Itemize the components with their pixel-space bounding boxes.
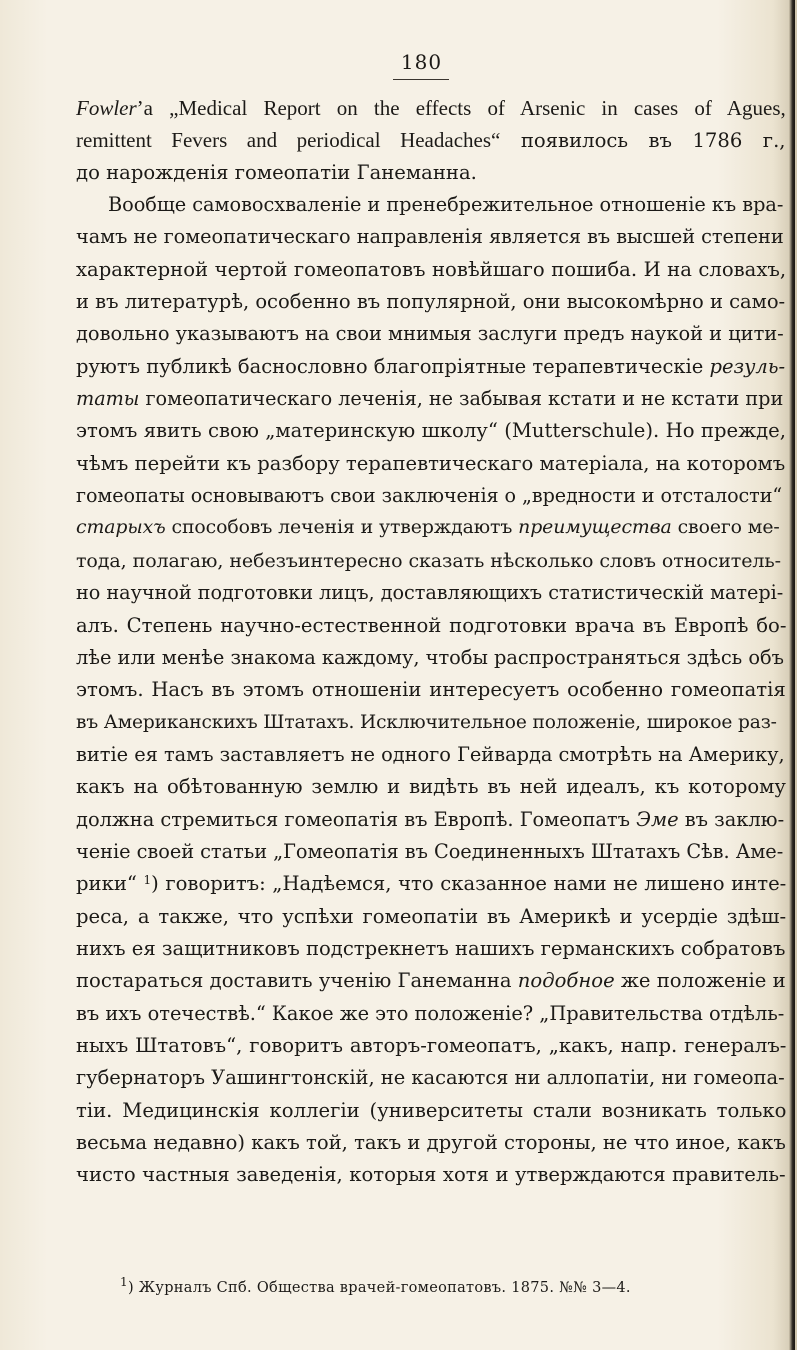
text-segment: „Medical Report on the effects of Arsenic in cases of Agues, <box>169 96 786 120</box>
text-line <box>76 383 786 415</box>
text-segment: алъ. Степень научно-естественной подготовки врача въ Европѣ бо- <box>76 613 787 637</box>
text-segment: въ ихъ отечествѣ.“ Какое же это положеніе? „Правительства отдѣль- <box>76 1001 785 1025</box>
text-line <box>76 610 786 642</box>
text-segment: своего ме- <box>671 517 780 539</box>
text-segment: весьма недавно) какъ той, такъ и другой стороны, не что иное, какъ <box>76 1131 786 1154</box>
text-segment: рики“ <box>76 872 144 896</box>
text-line <box>76 674 786 706</box>
text-segment: чамъ не гомеопатическаго направленія является въ высшей степени <box>76 225 784 249</box>
text-line <box>76 1062 786 1094</box>
text-line <box>76 1095 786 1127</box>
text-segment: гомеопаты основываютъ свои заключенія о „вредности и отсталости“ <box>76 484 783 508</box>
text-segment: гомеопатическаго леченія, не забывая кстати и не кстати при <box>139 387 784 411</box>
text-segment: должна стремиться гомеопатія въ Европѣ. Гомеопатъ <box>76 807 637 831</box>
text-line <box>76 836 786 868</box>
emphasized-text: подобное <box>517 969 615 993</box>
text-line <box>76 318 786 350</box>
text-line <box>76 124 786 156</box>
footnote-ref: 1 <box>143 873 152 888</box>
text-segment: способовъ леченія и утверждаютъ <box>165 517 519 539</box>
text-segment: же положеніе и <box>614 969 786 993</box>
text-segment: и въ литературѣ, особенно въ популярной, они высокомѣрно и само- <box>76 290 786 314</box>
emphasized-text: старыхъ <box>76 517 166 539</box>
text-segment: ныхъ Штатовъ“, говоритъ авторъ-гомеопатъ, „какъ, напр. генералъ- <box>76 1033 787 1057</box>
text-segment: Вообще самовосхваленіе и пренебрежительное отношеніе къ вра- <box>108 193 784 217</box>
text-line <box>76 901 786 933</box>
text-segment: въ Американскихъ Штатахъ. Исключительное положеніе, широкое раз- <box>76 711 777 733</box>
text-line <box>76 545 786 577</box>
emphasized-text: преимущества <box>518 517 672 539</box>
text-line <box>76 415 786 447</box>
emphasized-text: таты <box>76 387 140 411</box>
text-segment: въ заклю- <box>678 807 785 831</box>
text-segment: чѣмъ перейти къ разбору терапевтическаго матеріала, на которомъ <box>76 451 786 475</box>
text-line <box>76 998 786 1030</box>
text-line <box>76 221 786 253</box>
text-segment: ’a <box>136 96 170 120</box>
text-line <box>76 707 786 739</box>
text-line <box>76 577 786 609</box>
text-line <box>76 92 786 124</box>
text-segment: до нарожденія гомеопатіи Ганеманна. <box>76 160 477 184</box>
text-segment: но научной подготовки лицъ, доставляющихъ статистическій матері- <box>76 581 784 605</box>
emphasized-text: Fowler <box>76 96 137 120</box>
text-segment: довольно указываютъ на свои мнимыя заслуги предъ наукой и цити- <box>76 322 784 346</box>
footnote-text: ) Журналъ Спб. Общества врачей-гомеопатовъ. 1875. №№ 3—4. <box>127 1280 631 1296</box>
text-line <box>76 965 786 997</box>
text-segment: ) говоритъ: „Надѣемся, что сказанное нами не лишено инте- <box>151 872 787 896</box>
text-segment: тода, полагаю, небезъинтересно сказать нѣсколько словъ относитель- <box>76 549 782 572</box>
text-line <box>76 512 786 544</box>
text-segment: remittent Fevers and periodical Headaches“ <box>76 128 501 153</box>
text-segment: какъ на обѣтованную землю и видѣть въ ней идеалъ, къ которому <box>76 775 786 799</box>
footnote-marker: 1 <box>120 1275 128 1289</box>
text-segment: губернаторъ Уашингтонскій, не касаются ни аллопатіи, ни гомеопа- <box>76 1066 785 1090</box>
text-line <box>76 642 786 674</box>
text-line <box>76 448 786 480</box>
text-segment: реса, а также, что успѣхи гомеопатіи въ Америкѣ и усердіе здѣш- <box>76 904 787 928</box>
text-segment: витіе ея тамъ заставляетъ не одного Гейварда смотрѣть на Америку, <box>76 742 785 766</box>
text-segment: ченіе своей статьи „Гомеопатія въ Соединенныхъ Штатахъ Сѣв. Аме- <box>76 839 784 863</box>
page-number-rule <box>393 79 449 80</box>
text-line <box>76 1127 786 1159</box>
text-line <box>76 189 786 221</box>
text-line <box>76 1030 786 1062</box>
text-segment: постараться доставить ученію Ганеманна <box>76 969 518 993</box>
emphasized-text: резуль- <box>709 354 786 378</box>
text-line <box>76 254 786 286</box>
text-line <box>76 771 786 803</box>
text-line <box>76 933 786 965</box>
page-edge-shadow <box>789 0 795 1350</box>
footnote <box>120 1275 740 1296</box>
text-segment: руютъ публикѣ баснословно благопріятные терапевтическіе <box>76 354 710 378</box>
text-line <box>76 480 786 512</box>
text-line <box>76 286 786 318</box>
page-number: 180 <box>400 50 443 74</box>
text-segment: этомъ явить свою „материнскую школу“ (Mutterschule). Но прежде, <box>76 419 786 443</box>
text-segment: лѣе или менѣе знакома каждому, чтобы распространяться здѣсь объ <box>76 645 784 669</box>
text-segment: чисто частныя заведенія, которыя хотя и утверждаются правитель- <box>76 1163 786 1187</box>
text-segment: появилось въ 1786 г., <box>500 129 786 153</box>
text-segment: тіи. Медицинскія коллегіи (университеты стали возникать только <box>76 1098 787 1122</box>
text-segment: характерной чертой гомеопатовъ новѣйшаго пошиба. И на словахъ, <box>76 257 787 281</box>
emphasized-text: Эме <box>636 807 679 831</box>
text-segment: этомъ. Насъ въ этомъ отношеніи интересуетъ особенно гомеопатія <box>76 678 786 702</box>
text-line <box>76 1159 786 1191</box>
text-line <box>76 351 786 383</box>
text-line <box>76 739 786 771</box>
text-line <box>76 804 786 836</box>
text-line <box>76 157 786 189</box>
text-segment: нихъ ея защитниковъ подстрекнетъ нашихъ германскихъ собратовъ <box>76 936 786 960</box>
text-line <box>76 868 786 900</box>
body-text <box>76 92 786 1192</box>
